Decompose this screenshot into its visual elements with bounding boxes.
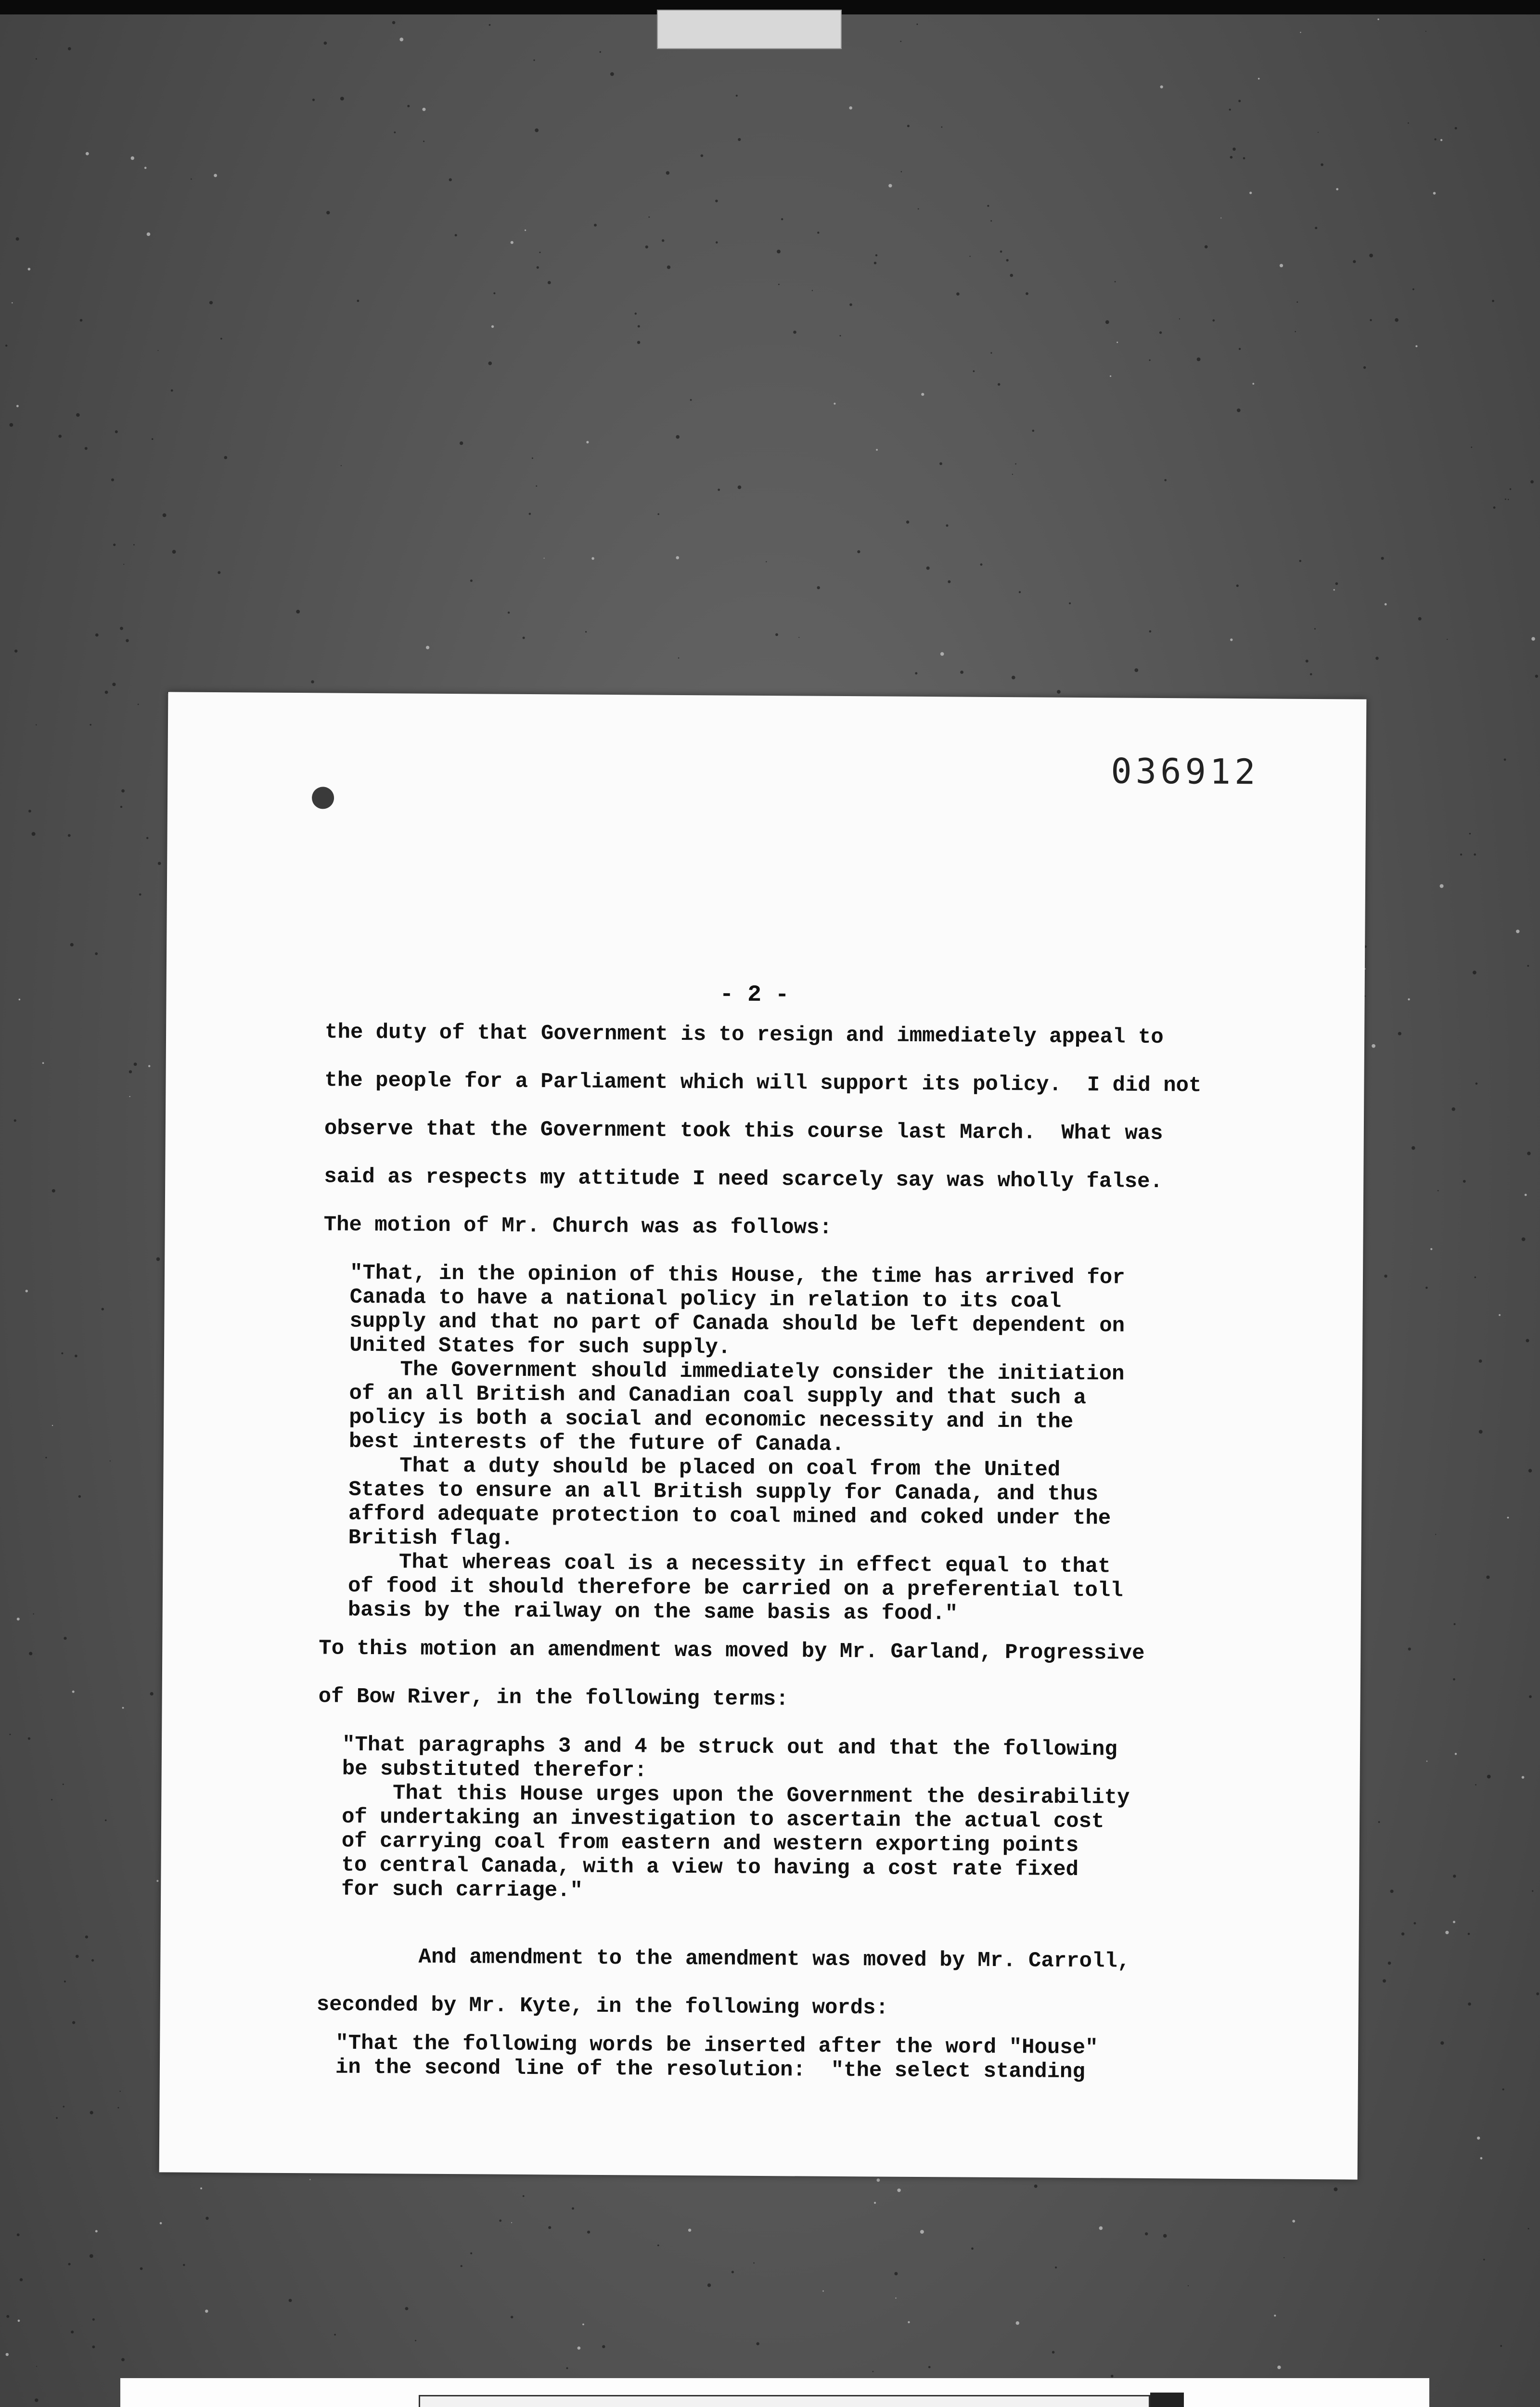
amendment-quote-line: for such carriage." [341,1877,583,1903]
motion-quote-line: The Government should immediately consider the initiation [349,1357,1125,1386]
motion-quote-line: United States for such supply. [349,1333,731,1360]
paragraph-3-line: And amendment to the amendment was moved by Mr. Carroll, [317,1944,1130,1974]
motion-quote-line: of food it should therefore be carried on a preferential toll [347,1574,1123,1603]
paragraph-1-line: observe that the Government took this course last March. What was [324,1116,1163,1146]
paragraph-1-line: the people for a Parliament which will support its policy. I did not [324,1068,1202,1098]
mount-tab [657,10,842,49]
motion-quote-line: supply and that no part of Canada should be left dependent on [349,1309,1125,1338]
document-page [159,692,1367,2179]
motion-quote-line: best interests of the future of Canada. [348,1429,845,1457]
motion-quote-line: States to ensure an all British supply for Canada, and thus [348,1477,1099,1507]
archive-label [120,2378,1429,2407]
document-number: 036912 [1111,751,1259,792]
final-quote-line: in the second line of the resolution: "the select standing [335,2055,1085,2084]
page-number: - 2 - [719,982,789,1009]
motion-quote-line: British flag. [348,1526,514,1551]
paragraph-2-line: of Bow River, in the following terms: [318,1684,789,1712]
motion-quote-line: That a duty should be placed on coal from the United [348,1453,1061,1482]
paragraph-1-line: said as respects my attitude I need scarcely say was wholly false. [324,1165,1163,1194]
motion-quote-line: afford adequate protection to coal mined and coked under the [348,1501,1111,1531]
paragraph-3-line: seconded by Mr. Kyte, in the following words: [316,1993,889,2020]
paragraph-2-line: To this motion an amendment was moved by Mr. Garland, Progressive [319,1636,1145,1666]
amendment-quote-line: of carrying coal from eastern and western exporting points [341,1829,1079,1858]
amendment-quote-line: be substituted therefor: [342,1757,647,1783]
motion-quote-line: That whereas coal is a necessity in effect equal to that [348,1550,1111,1579]
paragraph-1-line: the duty of that Government is to resign and immediately appeal to [324,1020,1164,1050]
motion-quote-line: basis by the railway on the same basis as food." [347,1598,958,1626]
motion-quote-line: of an all British and Canadian coal supply and that such a [349,1381,1087,1411]
motion-quote-line: Canada to have a national policy in relation to its coal [349,1285,1062,1314]
amendment-quote-line: of undertaking an investigation to ascertain the actual cost [341,1805,1104,1834]
paragraph-1-line: The motion of Mr. Church was as follows: [323,1213,832,1240]
amendment-quote-line: That this House urges upon the Government the desirability [342,1781,1130,1810]
motion-quote-line: "That, in the opinion of this House, the time has arrived for [349,1261,1125,1290]
collection-reference [419,2395,1150,2407]
label-clip [1150,2393,1184,2407]
punch-hole [312,787,334,809]
amendment-quote-line: "That paragraphs 3 and 4 be struck out and that the following [342,1733,1117,1762]
motion-quote-line: policy is both a social and economic necessity and in the [349,1405,1074,1434]
amendment-quote-line: to central Canada, with a view to having a cost rate fixed [341,1853,1079,1882]
final-quote-line: "That the following words be inserted after the word "House" [335,2031,1098,2060]
